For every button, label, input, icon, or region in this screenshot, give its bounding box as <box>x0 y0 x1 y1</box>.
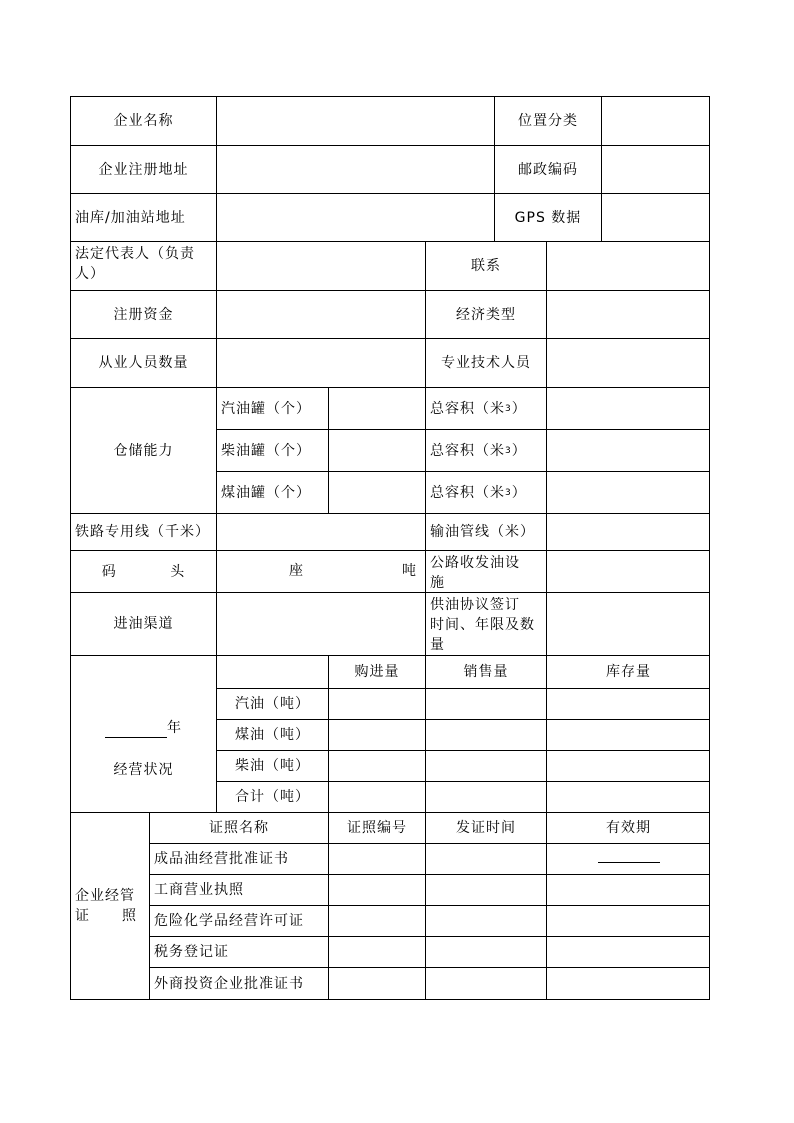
license-no-header: 证照编号 <box>329 813 426 844</box>
purchase-header: 购进量 <box>329 656 426 689</box>
operations-label-cell <box>71 656 217 813</box>
agreement-line1: 供油协议签订 <box>430 597 520 613</box>
wharf-field[interactable] <box>217 551 426 593</box>
total-volume-label-1 <box>426 388 547 430</box>
licenses-label-line2-a: 证 <box>75 908 90 924</box>
license-item-date[interactable] <box>426 906 547 937</box>
license-item-validity[interactable] <box>547 906 710 937</box>
pipeline-label: 输油管线（米） <box>426 514 547 551</box>
cubic-sup-3: 3 <box>505 487 512 498</box>
company-name-label: 企业名称 <box>71 97 217 146</box>
total-volume-label-2 <box>426 430 547 472</box>
legal-rep-label <box>71 242 217 291</box>
pipeline-field[interactable] <box>547 514 710 551</box>
license-item-no[interactable] <box>329 906 426 937</box>
license-item-no[interactable] <box>329 875 426 906</box>
contact-label: 联系 <box>426 242 547 291</box>
licenses-label-cell <box>71 813 150 999</box>
supply-channel-label: 进油渠道 <box>71 593 217 656</box>
road-facility-field[interactable] <box>547 551 710 593</box>
inventory-header: 库存量 <box>547 656 710 689</box>
contact-field[interactable] <box>547 242 710 291</box>
ops-gasoline-inventory[interactable] <box>547 689 710 720</box>
license-item: 危险化学品经营许可证 <box>150 906 329 937</box>
total-volume-field-3[interactable] <box>547 472 710 514</box>
close-paren-1: ） <box>511 400 527 417</box>
licenses-label-line2 <box>75 906 137 926</box>
storage-capacity-label: 仓储能力 <box>71 388 217 514</box>
validity-header: 有效期 <box>547 813 710 844</box>
enterprise-info-form <box>70 96 710 1000</box>
road-facility-label <box>426 551 547 593</box>
license-item-validity[interactable] <box>547 844 710 875</box>
diesel-tank-field[interactable] <box>329 430 426 472</box>
legal-rep-label-line2: 人） <box>75 266 105 282</box>
total-volume-field-1[interactable] <box>547 388 710 430</box>
year-line <box>105 718 182 738</box>
postal-code-field[interactable] <box>602 146 710 194</box>
kerosene-tank-field[interactable] <box>329 472 426 514</box>
validity-blank-line <box>598 862 660 863</box>
agreement-field[interactable] <box>547 593 710 656</box>
license-item-date[interactable] <box>426 844 547 875</box>
seat-unit: 座 <box>289 563 304 579</box>
gasoline-tank-label: 汽油罐（个） <box>217 388 329 430</box>
year-suffix: 年 <box>167 720 182 736</box>
ops-gasoline-purchase[interactable] <box>329 689 426 720</box>
economic-type-field[interactable] <box>547 291 710 339</box>
license-item-no[interactable] <box>329 937 426 968</box>
ops-total-purchase[interactable] <box>329 782 426 813</box>
supply-channel-field[interactable] <box>217 593 426 656</box>
registered-address-field[interactable] <box>217 146 495 194</box>
license-item-date[interactable] <box>426 968 547 999</box>
ops-gasoline-sales[interactable] <box>426 689 547 720</box>
technical-staff-label: 专业技术人员 <box>426 339 547 388</box>
railway-label: 铁路专用线（千米） <box>71 514 217 551</box>
road-facility-line2: 施 <box>430 575 445 591</box>
operations-label: 经营状况 <box>113 762 174 778</box>
license-item-validity[interactable] <box>547 875 710 906</box>
ops-total-label: 合计（吨） <box>217 782 329 813</box>
licenses-label-line1: 企业经管 <box>75 888 135 904</box>
gps-data-field[interactable] <box>602 194 710 242</box>
license-item-no[interactable] <box>329 844 426 875</box>
legal-rep-field[interactable] <box>217 242 426 291</box>
kerosene-tank-label: 煤油罐（个） <box>217 472 329 514</box>
license-item: 税务登记证 <box>150 937 329 968</box>
technical-staff-field[interactable] <box>547 339 710 388</box>
depot-address-label: 油库/加油站地址 <box>71 194 217 242</box>
operations-corner <box>217 656 329 689</box>
license-item-no[interactable] <box>329 968 426 999</box>
gasoline-tank-field[interactable] <box>329 388 426 430</box>
diesel-tank-label: 柴油罐（个） <box>217 430 329 472</box>
location-class-label: 位置分类 <box>495 97 602 146</box>
ops-diesel-purchase[interactable] <box>329 751 426 782</box>
road-facility-line1: 公路收发油设 <box>430 555 520 571</box>
employee-count-label: 从业人员数量 <box>71 339 217 388</box>
licenses-label-line2-b: 照 <box>122 908 137 924</box>
company-name-field[interactable] <box>217 97 495 146</box>
wharf-label <box>71 551 217 593</box>
railway-field[interactable] <box>217 514 426 551</box>
ops-total-inventory[interactable] <box>547 782 710 813</box>
license-name-header: 证照名称 <box>150 813 329 844</box>
cubic-sup-2: 3 <box>505 445 512 456</box>
legal-rep-label-line1: 法定代表人（负责 <box>75 246 195 262</box>
registered-capital-field[interactable] <box>217 291 426 339</box>
sales-header: 销售量 <box>426 656 547 689</box>
employee-count-field[interactable] <box>217 339 426 388</box>
registered-address-label: 企业注册地址 <box>71 146 217 194</box>
ton-unit: 吨 <box>402 563 417 579</box>
agreement-line3: 量 <box>430 637 445 653</box>
economic-type-label: 经济类型 <box>426 291 547 339</box>
total-volume-label-3 <box>426 472 547 514</box>
license-item-validity[interactable] <box>547 937 710 968</box>
license-item: 工商营业执照 <box>150 875 329 906</box>
ops-kerosene-purchase[interactable] <box>329 720 426 751</box>
year-blank[interactable] <box>105 719 167 738</box>
depot-address-field[interactable] <box>217 194 495 242</box>
ops-diesel-inventory[interactable] <box>547 751 710 782</box>
ops-gasoline-label: 汽油（吨） <box>217 689 329 720</box>
agreement-line2: 时间、年限及数 <box>430 617 535 633</box>
license-item: 外商投资企业批准证书 <box>150 968 329 999</box>
agreement-label <box>426 593 547 656</box>
wharf-label-left: 码 <box>101 563 117 580</box>
close-paren-2: ） <box>511 442 527 459</box>
cubic-sup-1: 3 <box>505 403 512 414</box>
close-paren-3: ） <box>511 484 527 501</box>
registered-capital-label: 注册资金 <box>71 291 217 339</box>
license-item-date[interactable] <box>426 937 547 968</box>
postal-code-label: 邮政编码 <box>495 146 602 194</box>
license-item-validity[interactable] <box>547 968 710 999</box>
ops-kerosene-sales[interactable] <box>426 720 547 751</box>
gps-data-label: GPS 数据 <box>495 194 602 242</box>
ops-diesel-label: 柴油（吨） <box>217 751 329 782</box>
license-item-date[interactable] <box>426 875 547 906</box>
ops-kerosene-inventory[interactable] <box>547 720 710 751</box>
wharf-label-right: 头 <box>170 563 186 580</box>
total-volume-text-3: 总容积（米 <box>430 484 505 501</box>
issue-date-header: 发证时间 <box>426 813 547 844</box>
total-volume-text-2: 总容积（米 <box>430 442 505 459</box>
total-volume-text-1: 总容积（米 <box>430 400 505 417</box>
ops-kerosene-label: 煤油（吨） <box>217 720 329 751</box>
license-item: 成品油经营批准证书 <box>150 844 329 875</box>
total-volume-field-2[interactable] <box>547 430 710 472</box>
ops-total-sales[interactable] <box>426 782 547 813</box>
location-class-field[interactable] <box>602 97 710 146</box>
ops-diesel-sales[interactable] <box>426 751 547 782</box>
